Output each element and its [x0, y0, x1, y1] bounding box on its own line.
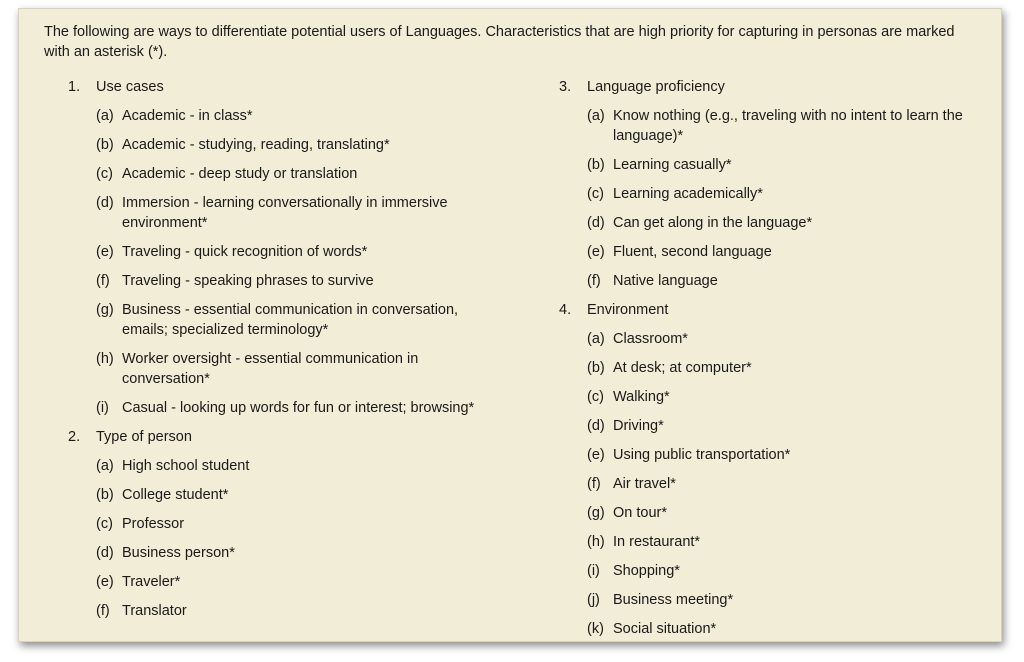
item-text: Academic - studying, reading, translating*	[122, 137, 390, 153]
item-letter: (e)	[587, 244, 605, 260]
item-text: Shopping*	[613, 563, 680, 579]
item-list	[68, 456, 488, 621]
list-item	[587, 503, 984, 523]
list-item	[587, 561, 984, 581]
section-number: 4.	[559, 302, 572, 318]
item-text: Classroom*	[613, 331, 688, 347]
item-text: Traveling - quick recognition of words*	[122, 244, 368, 260]
list-item	[96, 485, 488, 505]
list-item	[587, 474, 984, 494]
section-title: Type of person	[96, 429, 192, 445]
item-text: Social situation*	[613, 621, 717, 637]
item-letter: (i)	[587, 563, 600, 579]
item-letter: (f)	[587, 476, 601, 492]
section-heading	[559, 77, 984, 97]
item-letter: (e)	[587, 447, 605, 463]
item-letter: (g)	[96, 302, 114, 318]
item-letter: (d)	[96, 195, 114, 211]
section	[68, 427, 488, 621]
list-item	[96, 398, 488, 418]
section-heading	[68, 77, 488, 97]
list-item	[96, 106, 488, 126]
item-text: Learning casually*	[613, 157, 732, 173]
item-text: On tour*	[613, 505, 667, 521]
item-letter: (d)	[587, 418, 605, 434]
item-text: Business meeting*	[613, 592, 734, 608]
item-text: At desk; at computer*	[613, 360, 752, 376]
item-letter: (a)	[587, 108, 605, 124]
item-text: Academic - deep study or translation	[122, 166, 358, 182]
list-item	[96, 572, 488, 592]
item-letter: (c)	[96, 166, 113, 182]
left-column	[68, 77, 488, 630]
item-text: Walking*	[613, 389, 670, 405]
list-item	[587, 184, 984, 204]
item-text: College student*	[122, 487, 229, 503]
list-item	[96, 271, 488, 291]
item-text: Immersion - learning conversationally in immersive environment*	[122, 195, 448, 231]
list-item	[587, 619, 984, 639]
item-letter: (c)	[587, 186, 604, 202]
list-item	[587, 532, 984, 552]
item-text: Fluent, second language	[613, 244, 772, 260]
item-letter: (e)	[96, 574, 114, 590]
item-letter: (c)	[587, 389, 604, 405]
list-item	[587, 213, 984, 233]
item-text: Traveling - speaking phrases to survive	[122, 273, 374, 289]
item-text: Professor	[122, 516, 185, 532]
list-item	[96, 193, 488, 233]
list-item	[96, 242, 488, 262]
section-title: Language proficiency	[587, 79, 725, 95]
item-letter: (g)	[587, 505, 605, 521]
section-number: 3.	[559, 79, 572, 95]
list-item	[96, 135, 488, 155]
item-text: Casual - looking up words for fun or interest; browsing*	[122, 400, 475, 416]
item-letter: (i)	[96, 400, 109, 416]
list-item	[96, 349, 488, 389]
list-item	[96, 514, 488, 534]
item-text: Translator	[122, 603, 187, 619]
item-letter: (a)	[96, 108, 114, 124]
item-text: Business - essential communication in conversation, emails; specialized terminology*	[122, 302, 459, 338]
item-letter: (j)	[587, 592, 600, 608]
section	[68, 77, 488, 418]
section-title: Environment	[587, 302, 669, 318]
item-text: Can get along in the language*	[613, 215, 813, 231]
item-text: High school student	[122, 458, 250, 474]
list-item	[96, 164, 488, 184]
item-letter: (e)	[96, 244, 114, 260]
list-item	[587, 106, 984, 146]
item-letter: (b)	[96, 137, 114, 153]
list-item	[587, 329, 984, 349]
right-column	[559, 77, 984, 648]
item-letter: (f)	[96, 603, 110, 619]
item-letter: (k)	[587, 621, 604, 637]
list-item	[587, 155, 984, 175]
item-letter: (h)	[96, 351, 114, 367]
item-letter: (h)	[587, 534, 605, 550]
list-item	[96, 601, 488, 621]
item-text: Business person*	[122, 545, 235, 561]
item-text: Native language	[613, 273, 718, 289]
item-letter: (d)	[96, 545, 114, 561]
item-list	[68, 106, 488, 418]
list-item	[96, 456, 488, 476]
list-item	[587, 416, 984, 436]
section	[559, 77, 984, 291]
item-text: Using public transportation*	[613, 447, 791, 463]
item-list	[559, 329, 984, 639]
list-item	[587, 358, 984, 378]
item-letter: (f)	[587, 273, 601, 289]
item-letter: (b)	[587, 157, 605, 173]
item-letter: (a)	[587, 331, 605, 347]
section-title: Use cases	[96, 79, 164, 95]
item-text: Worker oversight - essential communication in conversation*	[122, 351, 419, 387]
section-heading	[68, 427, 488, 447]
item-letter: (b)	[587, 360, 605, 376]
section-heading	[559, 300, 984, 320]
list-item	[587, 387, 984, 407]
item-text: Traveler*	[122, 574, 181, 590]
item-letter: (a)	[96, 458, 114, 474]
item-text: Learning academically*	[613, 186, 763, 202]
list-item	[587, 242, 984, 262]
item-list	[559, 106, 984, 291]
item-text: Air travel*	[613, 476, 676, 492]
list-item	[587, 445, 984, 465]
section-number: 1.	[68, 79, 81, 95]
item-letter: (b)	[96, 487, 114, 503]
section-number: 2.	[68, 429, 81, 445]
item-letter: (f)	[96, 273, 110, 289]
list-item	[96, 543, 488, 563]
item-text: Know nothing (e.g., traveling with no intent to learn the language)*	[613, 108, 963, 144]
item-letter: (c)	[96, 516, 113, 532]
list-item	[96, 300, 488, 340]
item-text: Driving*	[613, 418, 664, 434]
section	[559, 300, 984, 639]
item-letter: (d)	[587, 215, 605, 231]
item-text: In restaurant*	[613, 534, 701, 550]
list-item	[587, 590, 984, 610]
list-item	[587, 271, 984, 291]
intro-paragraph: The following are ways to differentiate potential users of Languages. Characteristics that are high priority for capturing in personas are marked with an asterisk (*).	[44, 24, 955, 60]
item-text: Academic - in class*	[122, 108, 253, 124]
document-card	[18, 8, 1002, 642]
